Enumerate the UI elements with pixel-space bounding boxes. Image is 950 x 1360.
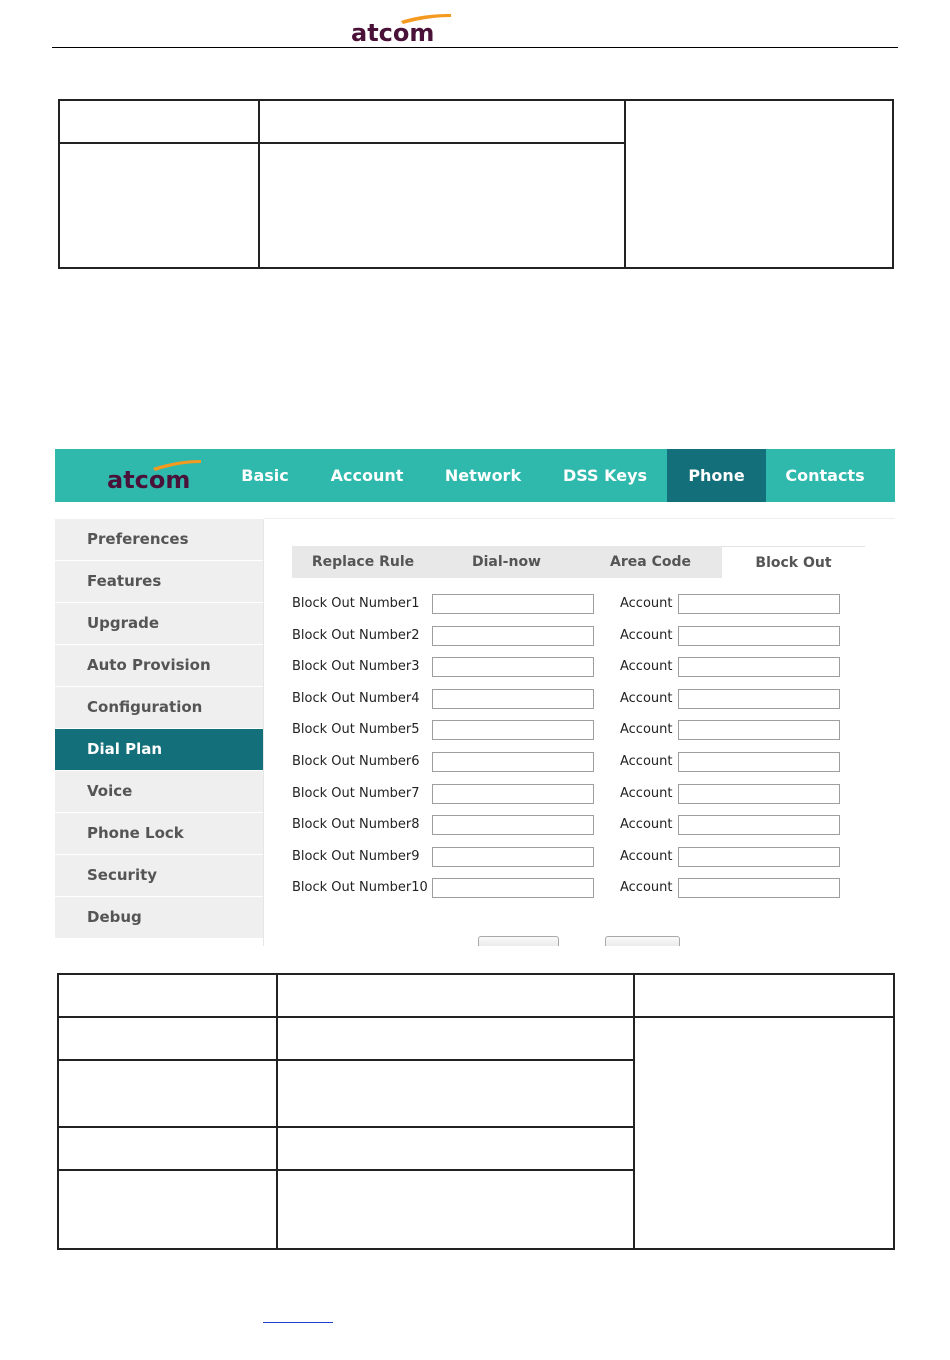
- block-out-number-label: Block Out Number3: [292, 659, 420, 675]
- block-out-row: [292, 626, 852, 648]
- top-table: [58, 99, 894, 269]
- account-label: Account: [620, 880, 673, 896]
- top-table-cell: [625, 100, 893, 268]
- atcom-nav-logo: [107, 458, 203, 492]
- sidebar-item-debug[interactable]: Debug: [55, 897, 263, 938]
- block-out-row: [292, 752, 852, 774]
- block-out-row: [292, 847, 852, 869]
- account-label: Account: [620, 722, 673, 738]
- sidebar-item-phone-lock[interactable]: Phone Lock: [55, 813, 263, 854]
- sidebar-item-dial-plan[interactable]: Dial Plan: [55, 729, 263, 770]
- block-out-number-input[interactable]: [432, 626, 594, 646]
- sidebar-item-upgrade[interactable]: Upgrade: [55, 603, 263, 644]
- account-label: Account: [620, 690, 673, 706]
- account-input[interactable]: [678, 657, 840, 677]
- block-out-row: [292, 878, 852, 900]
- account-input[interactable]: [678, 752, 840, 772]
- footer-link[interactable]: [263, 1312, 333, 1323]
- nav-basic[interactable]: Basic: [241, 466, 289, 485]
- tab-area-code[interactable]: Area Code: [610, 554, 691, 570]
- account-label: Account: [620, 754, 673, 769]
- block-out-number-input[interactable]: [432, 594, 594, 614]
- block-out-number-label: Block Out Number8: [292, 817, 420, 833]
- block-out-row: [292, 657, 852, 679]
- top-navigation: [55, 449, 895, 502]
- block-out-number-input[interactable]: [432, 878, 594, 898]
- block-out-row: [292, 784, 852, 806]
- account-input[interactable]: [678, 626, 840, 646]
- sidebar-item-voice[interactable]: Voice: [55, 771, 263, 812]
- phone-web-ui: [55, 449, 895, 946]
- block-out-number-input[interactable]: [432, 847, 594, 867]
- block-out-row: [292, 594, 852, 616]
- tab-block-out[interactable]: Block Out: [722, 546, 865, 578]
- bottom-table-cell: [277, 1060, 634, 1127]
- account-label: Account: [620, 848, 673, 864]
- block-out-number-input[interactable]: [432, 815, 594, 835]
- bottom-table-cell: [277, 974, 634, 1017]
- atcom-logo: [351, 12, 453, 44]
- sidebar-item-auto-provision[interactable]: Auto Provision: [55, 645, 263, 686]
- reset-button[interactable]: [605, 936, 680, 946]
- account-input[interactable]: [678, 594, 840, 614]
- bottom-table-cell: [277, 1170, 634, 1249]
- tab-replace-rule[interactable]: Replace Rule: [311, 554, 415, 570]
- block-out-number-label: Block Out Number9: [292, 848, 420, 864]
- sidebar-item-security[interactable]: Security: [55, 855, 263, 896]
- dial-plan-tabs: [292, 546, 865, 578]
- block-out-number-label: Block Out Number5: [292, 722, 420, 738]
- block-out-number-input[interactable]: [432, 689, 594, 709]
- svg-text:atcom: atcom: [351, 19, 435, 44]
- block-out-number-label: Block Out Number6: [292, 754, 420, 769]
- bottom-table-cell: [634, 974, 894, 1017]
- block-out-number-input[interactable]: [432, 657, 594, 677]
- account-input[interactable]: [678, 720, 840, 740]
- account-input[interactable]: [678, 784, 840, 804]
- sidebar: [55, 519, 263, 939]
- block-out-number-label: Block Out Number2: [292, 627, 420, 643]
- account-label: Account: [620, 785, 673, 801]
- nav-network[interactable]: Network: [444, 466, 522, 485]
- account-label: Account: [620, 659, 673, 675]
- bottom-table-cell: [58, 1127, 277, 1170]
- nav-contacts[interactable]: Contacts: [785, 466, 865, 485]
- account-label: Account: [620, 817, 673, 833]
- top-table-cell: [59, 143, 259, 268]
- bottom-table: [57, 973, 895, 1250]
- account-label: Account: [620, 596, 673, 611]
- block-out-number-label: Block Out Number1: [292, 596, 420, 611]
- account-input[interactable]: [678, 847, 840, 867]
- bottom-table-cell: [58, 1170, 277, 1249]
- content-divider: [264, 518, 895, 519]
- nav-dss-keys[interactable]: DSS Keys: [562, 466, 648, 485]
- bottom-table-cell: [277, 1127, 634, 1170]
- sidebar-item-features[interactable]: Features: [55, 561, 263, 602]
- sidebar-divider: [263, 519, 264, 946]
- sidebar-item-configuration[interactable]: Configuration: [55, 687, 263, 728]
- account-input[interactable]: [678, 878, 840, 898]
- tab-dial-now[interactable]: Dial-now: [472, 554, 541, 570]
- block-out-number-label: Block Out Number10: [292, 880, 428, 896]
- block-out-number-label: Block Out Number4: [292, 690, 420, 706]
- nav-account[interactable]: Account: [330, 466, 404, 485]
- nav-phone[interactable]: Phone: [667, 449, 766, 502]
- bottom-table-cell: [58, 1017, 277, 1060]
- block-out-number-input[interactable]: [432, 720, 594, 740]
- block-out-number-label: Block Out Number7: [292, 785, 420, 801]
- bottom-table-cell: [58, 1060, 277, 1127]
- sidebar-item-preferences[interactable]: Preferences: [55, 519, 263, 560]
- account-input[interactable]: [678, 815, 840, 835]
- bottom-table-cell: [277, 1017, 634, 1060]
- save-button[interactable]: [478, 936, 559, 946]
- top-table-cell: [59, 100, 259, 143]
- block-out-row: [292, 720, 852, 742]
- top-table-cell: [259, 143, 625, 268]
- block-out-row: [292, 689, 852, 711]
- top-table-cell: [259, 100, 625, 143]
- account-label: Account: [620, 627, 673, 643]
- block-out-number-input[interactable]: [432, 752, 594, 772]
- bottom-table-cell: [58, 974, 277, 1017]
- header-rule: [52, 47, 898, 48]
- block-out-row: [292, 815, 852, 837]
- account-input[interactable]: [678, 689, 840, 709]
- bottom-table-cell: [634, 1017, 894, 1249]
- svg-text:atcom: atcom: [107, 466, 191, 492]
- block-out-number-input[interactable]: [432, 784, 594, 804]
